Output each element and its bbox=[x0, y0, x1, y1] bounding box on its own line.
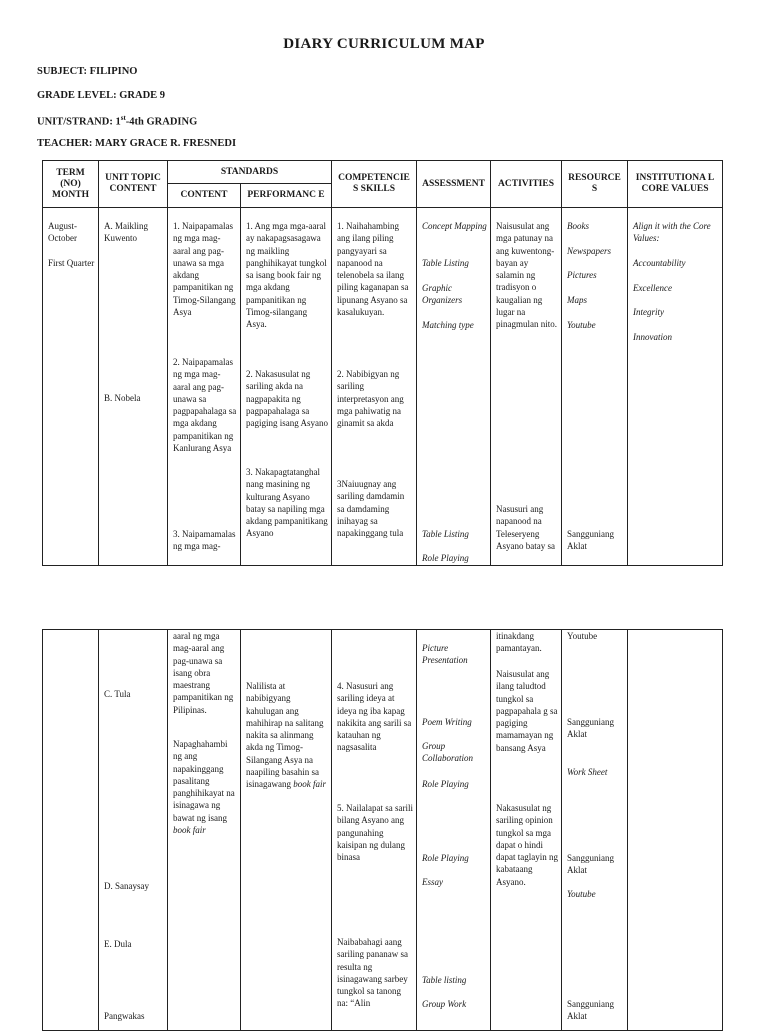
unit-item: C. Tula bbox=[104, 689, 131, 699]
competencies-cell bbox=[332, 630, 417, 1031]
performance-cell bbox=[241, 208, 332, 566]
core-value: Integrity bbox=[633, 307, 664, 317]
content-standard: 2. Naipapamalas ng mga mag-aaral ang pag-unawa sa pagpapahalaga sa mga akdang pampanitikan ng Kanlurang Asya bbox=[173, 357, 237, 454]
competency-item: Naibabahagi aang sariling pananaw sa resulta ng isinagawang sarbey tungkol sa tanong na: “Alin bbox=[337, 937, 408, 1009]
competency-item: 3Naiuugnay ang sariling damdamin sa damdaming inihayag sa napakinggang tula bbox=[337, 479, 405, 539]
page-title: DIARY CURRICULUM MAP bbox=[283, 36, 485, 52]
header-unit-topic: UNIT TOPIC CONTENT bbox=[99, 161, 168, 208]
assessment-cell bbox=[417, 208, 491, 566]
book-fair-term: book fair bbox=[173, 825, 206, 836]
assessment-cell bbox=[417, 630, 491, 1031]
content-standard: 1. Naipapamalas ng mga mag-aaral ang pag-unawa sa mga akdang pampanitikan ng Timog-Silangang Asya bbox=[173, 221, 236, 318]
assessment-item: Table listing bbox=[422, 975, 467, 985]
performance-cell bbox=[241, 630, 332, 1031]
content-standard: aaral ng mga mag-aaral ang pag-unawa sa isang obra maestrang pampanitikan ng Pilipinas. bbox=[173, 631, 234, 715]
header-standards: STANDARDS bbox=[168, 161, 332, 184]
assessment-item: Group Work bbox=[422, 999, 467, 1009]
unit-strand-line bbox=[37, 114, 197, 128]
core-values-intro: Align it with the Core Values: bbox=[633, 221, 711, 244]
unit-item: E. Dula bbox=[104, 939, 132, 949]
teacher-line: TEACHER: MARY GRACE R. FRESNEDI bbox=[37, 138, 237, 149]
core-value: Excellence bbox=[633, 283, 672, 293]
resource-item: Pictures bbox=[567, 270, 597, 280]
competencies-cell bbox=[332, 208, 417, 566]
unit-cell bbox=[99, 208, 168, 566]
unit-item: D. Sanaysay bbox=[104, 881, 149, 891]
subject-line: SUBJECT: FILIPINO bbox=[37, 66, 138, 77]
assessment-item: Graphic Organizers bbox=[422, 283, 463, 306]
content-cell bbox=[168, 208, 241, 566]
unit-item: B. Nobela bbox=[104, 393, 141, 403]
unit-suffix: -4th GRADING bbox=[125, 116, 198, 128]
assessment-item: Matching type bbox=[422, 320, 474, 330]
assessment-item: Role Playing bbox=[422, 779, 469, 789]
assessment-item: Picture Presentation bbox=[422, 643, 468, 666]
curriculum-table-first-page bbox=[42, 160, 723, 566]
activities-cell bbox=[491, 630, 562, 1031]
performance-standard bbox=[246, 680, 328, 791]
performance-text: Nalilista at nabibigyang kahulugan ang mahihirap na salitang nakita sa alinmang akda ng Timog-Silangang Asya na naapiling basahin sa isinagawang bbox=[246, 681, 324, 790]
unit-item: A. Maikling Kuwento bbox=[104, 221, 148, 244]
core-values-cell bbox=[628, 630, 723, 1031]
curriculum-table-continuation bbox=[42, 629, 723, 1031]
activity-item: itinakdang pamantayan. bbox=[496, 631, 542, 654]
assessment-item: Role Playing bbox=[422, 853, 469, 863]
competency-item: 5. Nailalapat sa sarili bilang Asyano ang pangunahing kaisipan ng dulang binasa bbox=[337, 803, 413, 863]
performance-standard: 2. Nakasusulat ng sariling akda na nagpapakita ng pagpapahalaga sa pagiging isang Asyano bbox=[246, 369, 328, 429]
book-fair-term: book fair bbox=[293, 779, 326, 790]
assessment-item: Group Collaboration bbox=[422, 741, 474, 764]
unit-cell bbox=[99, 630, 168, 1031]
resources-cell bbox=[562, 208, 628, 566]
grade-level-line: GRADE LEVEL: GRADE 9 bbox=[37, 90, 166, 101]
activity-item: Naisusulat ang mga patunay na ang kuwentong-bayan ay salamin ng tradisyon o kaugalian ng lugar na pinagmulan nito. bbox=[496, 221, 557, 330]
performance-standard: 3. Nakapagtatanghal nang masining ng kulturang Asyano batay sa napiling mga akdang pampanitikang Asyano bbox=[246, 467, 328, 539]
content-standard bbox=[173, 738, 237, 836]
content-text: Napaghahambi ng ang napakinggang pasalitang panghihikayat na isinagawa ng bawat ng isang bbox=[173, 739, 235, 823]
resource-item: Sangguniang Aklat bbox=[567, 717, 614, 740]
resource-item: Books bbox=[567, 221, 589, 231]
header-competencies: COMPETENCIE S SKILLS bbox=[332, 161, 417, 208]
performance-standard: 1. Ang mga mga-aaral ay nakapagsasagawa ng maikling panghihikayat tungkol sa isang book fair ng mga akdang pampanitikan ng Timog-silangang Asya. bbox=[246, 221, 327, 330]
unit-prefix: UNIT/STRAND: 1 bbox=[37, 116, 121, 128]
assessment-item: Essay bbox=[422, 877, 443, 887]
assessment-item: Role Playing bbox=[422, 553, 469, 563]
header-activities: ACTIVITIES bbox=[491, 161, 562, 208]
resource-item: Newspapers bbox=[567, 246, 612, 256]
unit-item: Pangwakas bbox=[104, 1011, 145, 1021]
content-cell bbox=[168, 630, 241, 1031]
resource-item: Youtube bbox=[567, 320, 596, 330]
competency-item: 2. Nabibigyan ng sariling interpretasyon ang mga pahiwatig na ginamit sa akda bbox=[337, 369, 404, 429]
resource-item: Sangguniang Aklat bbox=[567, 529, 614, 552]
resource-item: Youtube bbox=[567, 889, 596, 899]
header-content: CONTENT bbox=[168, 184, 241, 208]
header-term: TERM (NO) MONTH bbox=[43, 161, 99, 208]
resource-item: Work Sheet bbox=[567, 767, 608, 777]
term-cell bbox=[43, 208, 99, 566]
assessment-item: Poem Writing bbox=[422, 717, 472, 727]
activity-item: Nasusuri ang napanood na Teleseryeng Asyano batay sa bbox=[496, 504, 555, 551]
core-values-cell bbox=[628, 208, 723, 566]
activity-item: Naisusulat ang ilang taludtod tungkol sa pagpapahala g sa pagiging mamamayan ng bansang Asya bbox=[496, 669, 558, 753]
header-resources: RESOURCE S bbox=[562, 161, 628, 208]
competency-item: 1. Naihahambing ang ilang piling pangyayari sa napanood na telenobela sa ilang piling kaganapan sa lipunang Asyano sa kasalukuyan. bbox=[337, 221, 409, 318]
assessment-item: Table Listing bbox=[422, 529, 469, 539]
resource-item: Maps bbox=[567, 295, 587, 305]
resource-item: Sangguniang Aklat bbox=[567, 999, 614, 1022]
resource-item: Sangguniang Aklat bbox=[567, 853, 614, 876]
assessment-item: Concept Mapping bbox=[422, 221, 487, 231]
resources-cell bbox=[562, 630, 628, 1031]
activities-cell bbox=[491, 208, 562, 566]
content-standard: 3. Naipamamalas ng mga mag- bbox=[173, 529, 236, 552]
term-quarter: First Quarter bbox=[48, 258, 95, 268]
header-performance: PERFORMANC E bbox=[241, 184, 332, 208]
competency-item: 4. Nasusuri ang sariling ideya at ideya ng iba kapag nakikita ang sarili sa katauhan ng nagsasalita bbox=[337, 681, 412, 753]
term-cell bbox=[43, 630, 99, 1031]
core-value: Innovation bbox=[633, 332, 672, 342]
header-core-values: INSTITUTIONA L CORE VALUES bbox=[628, 161, 723, 208]
core-value: Accountability bbox=[633, 258, 686, 268]
resource-item: Youtube bbox=[567, 631, 598, 641]
term-month: August-October bbox=[48, 221, 77, 244]
header-assessment: ASSESSMENT bbox=[417, 161, 491, 208]
assessment-item: Table Listing bbox=[422, 258, 469, 268]
unit-sup: st bbox=[120, 114, 126, 122]
activity-item: Nakasusulat ng sariling opinion tungkol sa mga dapat o hindi dapat taglayin ng kabataang Asyano. bbox=[496, 803, 558, 887]
